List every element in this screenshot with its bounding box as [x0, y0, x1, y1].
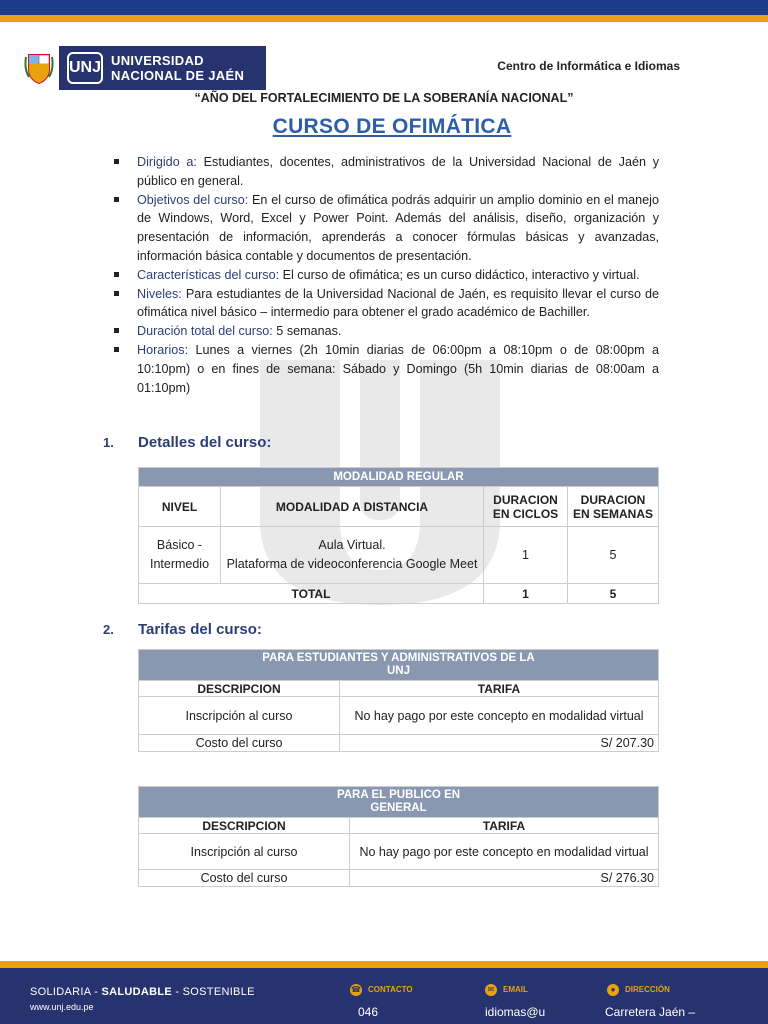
col-header-ciclos: DURACION EN CICLOS: [484, 487, 568, 527]
cell-descripcion: Costo del curso: [139, 870, 350, 887]
footer-email-value[interactable]: idiomas@u: [485, 1005, 546, 1019]
section-details-heading: 1. Detalles del curso:: [103, 434, 272, 451]
footer-contact-value: 046: [358, 1005, 379, 1019]
footer-address-label: ● DIRECCIÓN: [607, 984, 670, 996]
col-header-descripcion: DESCRIPCION: [139, 681, 340, 697]
col-header-descripcion: DESCRIPCION: [139, 818, 350, 834]
cell-descripcion: Inscripción al curso: [139, 697, 340, 735]
list-item: Horarios: Lunes a viernes (2h 10min diarias de 06:00pm a 08:10pm o de 08:00pm a 10:10pm) o en fines de semana: Sábado y Domingo (5h 10min diarias de 08:00am a 01:10pm): [114, 341, 659, 397]
table-band: MODALIDAD REGULAR: [139, 468, 659, 487]
list-item: Dirigido a: Estudiantes, docentes, administrativos de la Universidad Nacional de Jaén y público en general.: [114, 153, 659, 191]
phone-icon: ☎: [351, 985, 361, 994]
footer-email-label: ✉ EMAIL: [485, 984, 528, 996]
list-item: Duración total del curso: 5 semanas.: [114, 322, 659, 341]
mail-icon: ✉: [485, 984, 497, 996]
col-header-modalidad: MODALIDAD A DISTANCIA: [221, 487, 484, 527]
cell-tarifa: S/ 276.30: [350, 870, 659, 887]
section-fees-heading: 2. Tarifas del curso:: [103, 621, 262, 638]
cell-total-ciclos: 1: [484, 584, 568, 604]
university-logo: [19, 46, 266, 90]
cell-tarifa: No hay pago por este concepto en modalidad virtual: [350, 834, 659, 870]
col-header-tarifa: TARIFA: [340, 681, 659, 697]
footer-website[interactable]: www.unj.edu.pe: [30, 1002, 94, 1012]
university-name: UNIVERSIDAD NACIONAL DE JAÉN: [111, 53, 245, 83]
cell-tarifa: S/ 207.30: [340, 735, 659, 752]
cell-tarifa: No hay pago por este concepto en modalidad virtual: [340, 697, 659, 735]
location-pin-icon: ●: [607, 984, 619, 996]
cell-descripcion: Costo del curso: [139, 735, 340, 752]
col-header-tarifa: TARIFA: [350, 818, 659, 834]
footer-contact-label: ☎ CONTACTO: [351, 985, 413, 995]
center-name: Centro de Informática e Idiomas: [497, 59, 680, 73]
list-item: Características del curso: El curso de ofimática; es un curso didáctico, interactivo y virtual.: [114, 266, 659, 285]
peru-coat-of-arms-icon: [19, 46, 59, 90]
table-band: PARA EL PUBLICO EN GENERAL: [139, 787, 659, 818]
cell-descripcion: Inscripción al curso: [139, 834, 350, 870]
cell-total-semanas: 5: [568, 584, 659, 604]
list-item: Niveles: Para estudiantes de la Universidad Nacional de Jaén, es requisito llevar el curso de ofimática nivel básico – intermedio para obtener el grado académico de Bachiller.: [114, 285, 659, 323]
unj-logo-mark: UNJ: [67, 52, 103, 84]
table-band: PARA ESTUDIANTES Y ADMINISTRATIVOS DE LA UNJ: [139, 650, 659, 681]
footer: [0, 961, 768, 1024]
footer-address-value: Carretera Jaén –: [605, 1005, 696, 1019]
top-color-bar: [0, 0, 768, 22]
footer-slogan: SOLIDARIA - SALUDABLE - SOSTENIBLE: [30, 986, 255, 998]
cell-modalidad: Aula Virtual. Plataforma de videoconferencia Google Meet: [221, 527, 484, 584]
public-fees-table: [138, 786, 659, 887]
course-details-table: [138, 467, 659, 604]
list-item: Objetivos del curso: En el curso de ofimática podrás adquirir un amplio dominio en el manejo de Windows, Word, Excel y Power Point. Además del análisis, diseño, organización y presentación de información, aprenderás a conocer fórmulas básicas y avanzadas, información básica contable y documentos de presentación.: [114, 191, 659, 266]
page-title: CURSO DE OFIMÁTICA: [272, 115, 512, 138]
course-info-list: [114, 153, 659, 397]
cell-semanas: 5: [568, 527, 659, 584]
student-fees-table: [138, 649, 659, 752]
col-header-nivel: NIVEL: [139, 487, 221, 527]
cell-nivel: Básico - Intermedio: [139, 527, 221, 584]
year-motto: “AÑO DEL FORTALECIMIENTO DE LA SOBERANÍA NACIONAL”: [194, 91, 574, 105]
col-header-semanas: DURACION EN SEMANAS: [568, 487, 659, 527]
cell-total-label: TOTAL: [139, 584, 484, 604]
cell-ciclos: 1: [484, 527, 568, 584]
